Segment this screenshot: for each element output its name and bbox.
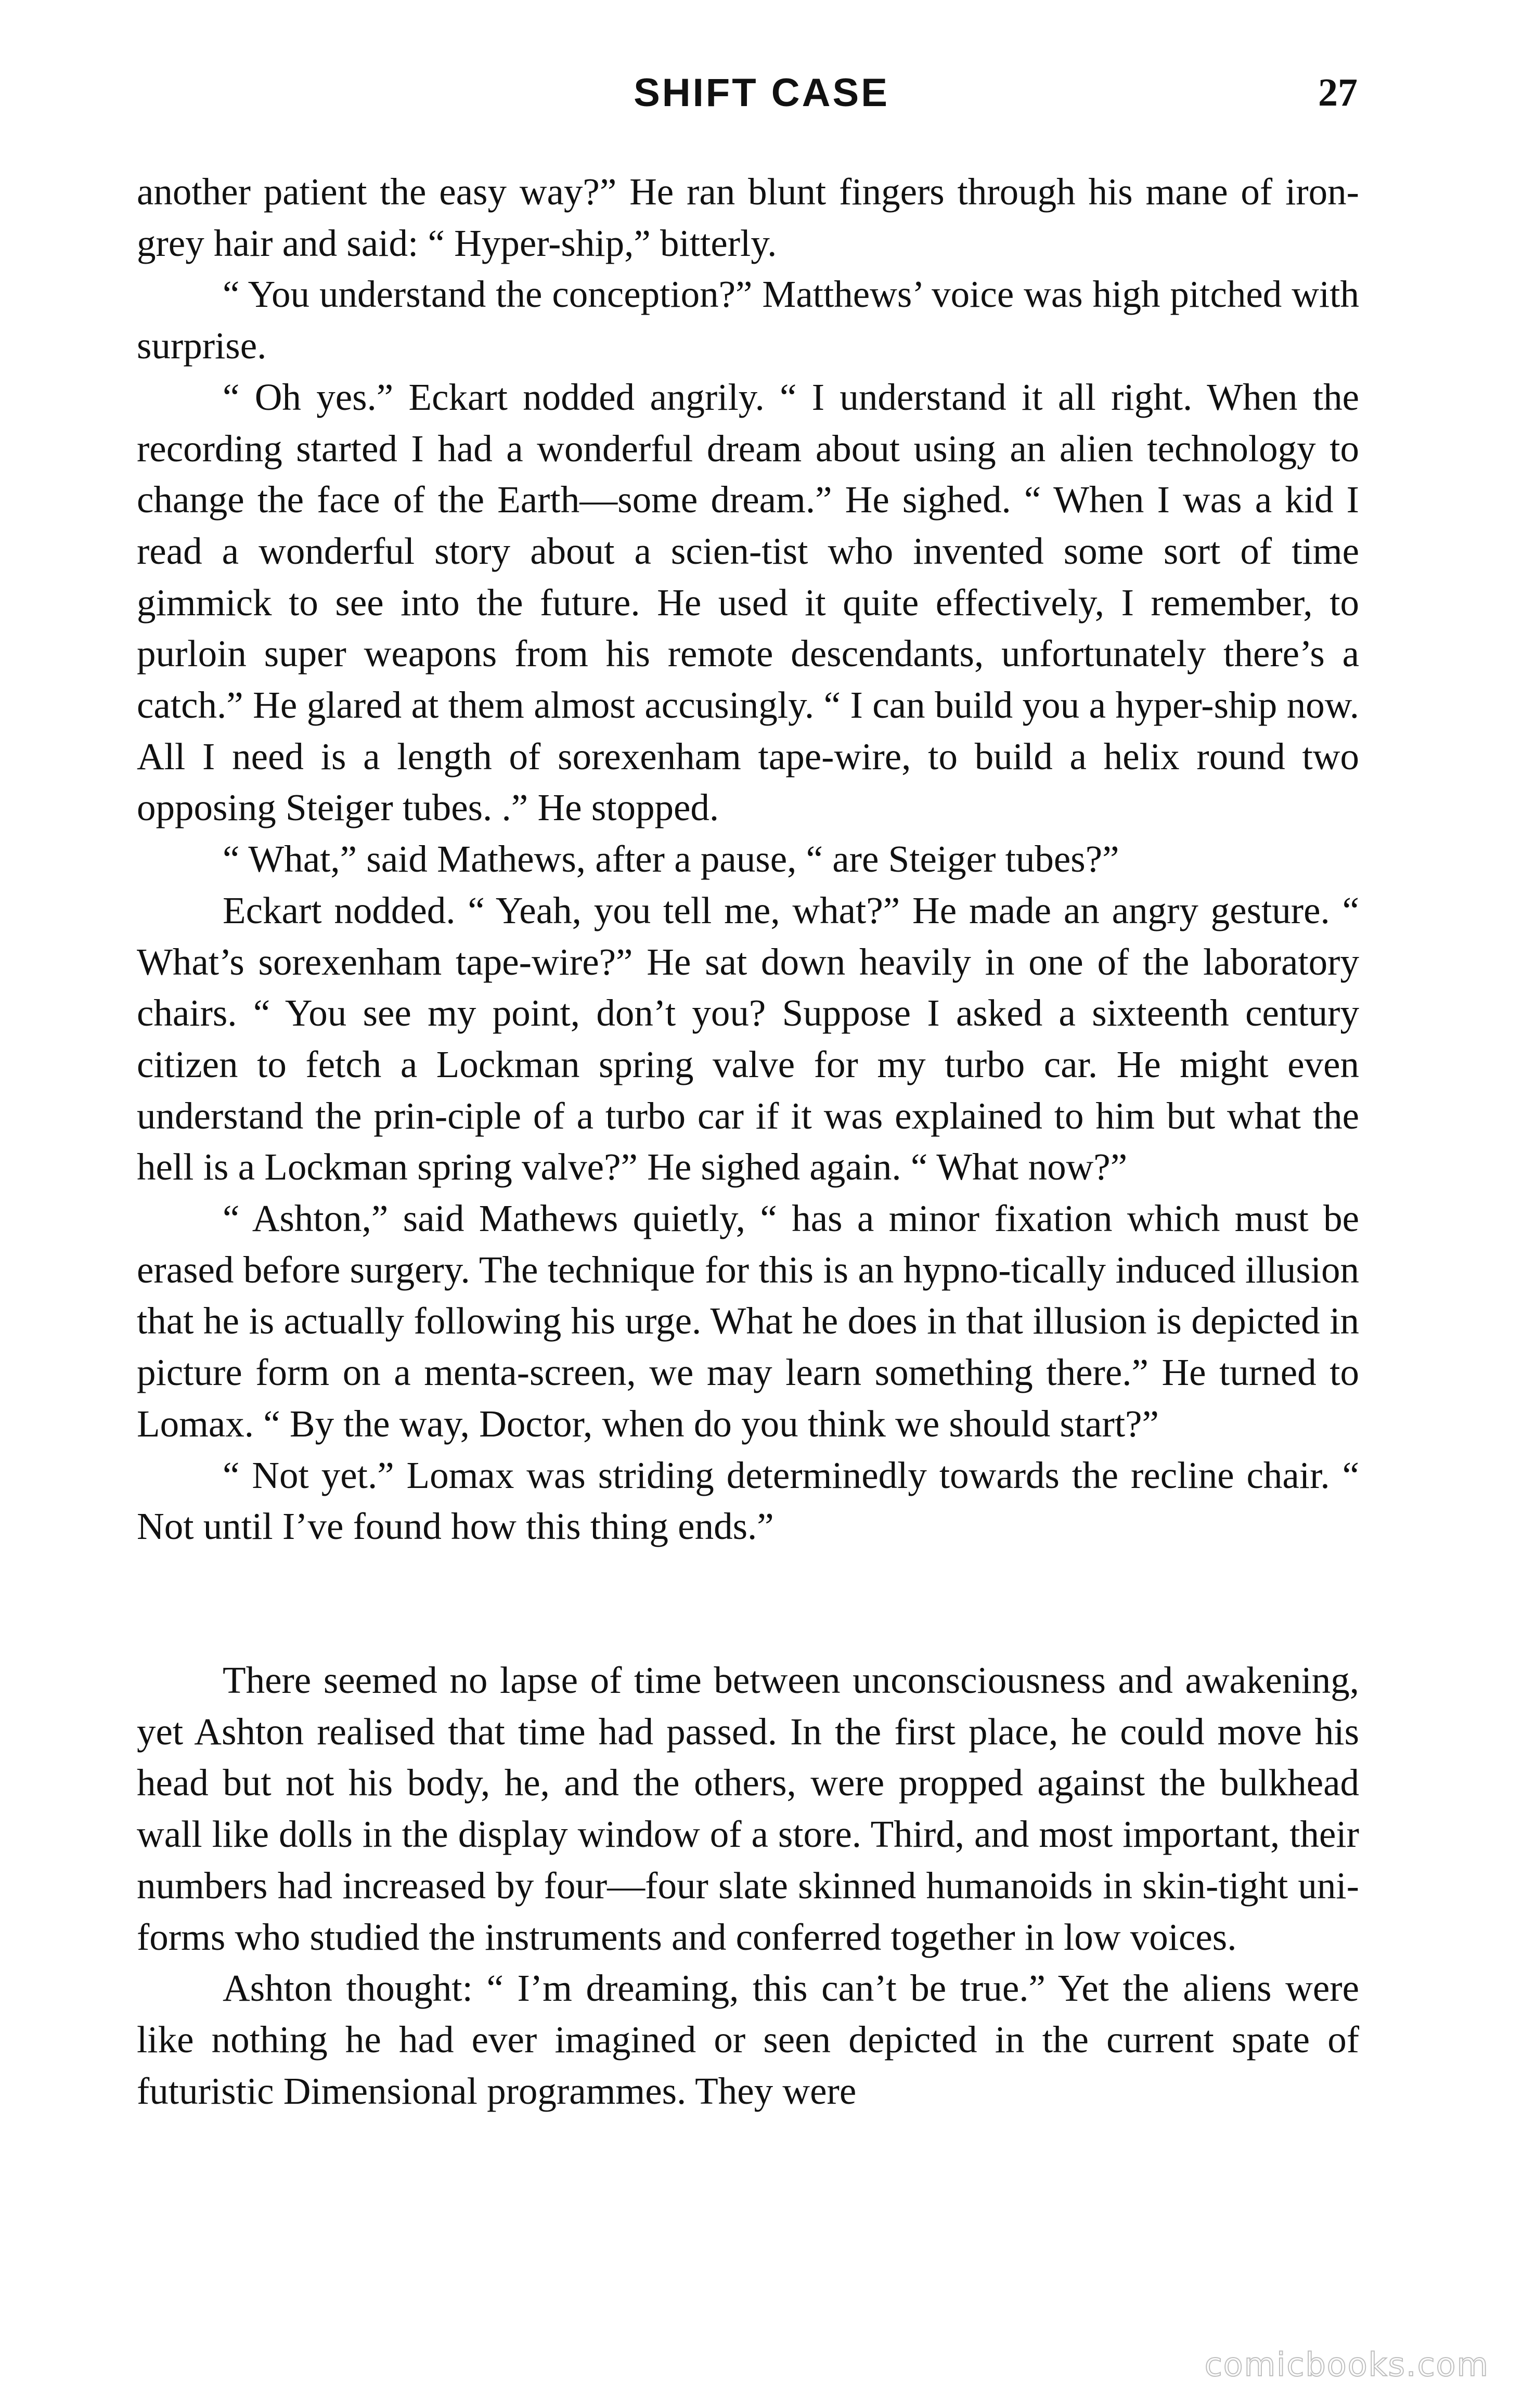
running-title: SHIFT CASE [634,71,889,115]
watermark: comicbooks.com [1204,2346,1489,2384]
paragraph: Eckart nodded. “ Yeah, you tell me, what?” He made an angry gesture. “ What’s sorexenham tape-wire?” He sat down heavily in one of the laboratory chairs. “ You see my point, don’t you? Suppose I asked a sixteenth century citizen to fetch a Lockman spring valve for my turbo car. He might even understand the prin-ciple of a turbo car if it was explained to him but what the hell is a Lockman spring valve?” He sighed again. “ What now?” [137,889,1359,1188]
paragraph: “ Not yet.” Lomax was striding determinedly towards the recline chair. “ Not until I’ve found how this thing ends.” [137,1454,1359,1548]
paragraph: “ Ashton,” said Mathews quietly, “ has a minor fixation which must be erased before surgery. The technique for this is an hypno-tically induced illusion that he is actually following his urge. What he does in that illusion is depicted in picture form on a menta-screen, we may learn something there.” He turned to Lomax. “ By the way, Doctor, when do you think we should start?” [137,1197,1359,1445]
paragraph: another patient the easy way?” He ran blunt fingers through his mane of iron-grey hair and said: “ Hyper-ship,” bitterly. [137,171,1359,264]
page-number: 27 [1318,71,1358,114]
paragraph: There seemed no lapse of time between unconsciousness and awakening, yet Ashton realised that time had passed. In the first place, he could move his head but not his body, he, and the others, were propped against the bulkhead wall like dolls in the display window of a store. Third, and most important, their numbers had increased by four—four slate skinned humanoids in skin-tight uni-forms who studied the instruments and conferred together in low voices. [137,1659,1359,1958]
paragraph: “ What,” said Mathews, after a pause, “ are Steiger tubes?” [223,838,1119,881]
paragraph: “ Oh yes.” Eckart nodded angrily. “ I understand it all right. When the recording started I had a wonderful dream about using an alien technology to change the face of the Earth—some dream.” He sighed. “ When I was a kid I read a wonderful story about a scien-tist who invented some sort of time gimmick to see into the future. He used it quite effectively, I remember, to purloin super weapons from his remote descendants, unfortunately there’s a catch.” He glared at them almost accusingly. “ I can build you a hyper-ship now. All I need is a length of sorexenham tape-wire, to build a helix round two opposing Steiger tubes. .” He stopped. [137,376,1359,829]
body-text [137,166,1359,2117]
page-header [0,70,1523,133]
section-break [137,1552,1359,1655]
paragraph: “ You understand the conception?” Matthews’ voice was high pitched with surprise. [137,273,1359,367]
paragraph: Ashton thought: “ I’m dreaming, this can’t be true.” Yet the aliens were like nothing he had ever imagined or seen depicted in the current spate of futuristic Dimensional programmes. They were [137,1967,1359,2112]
